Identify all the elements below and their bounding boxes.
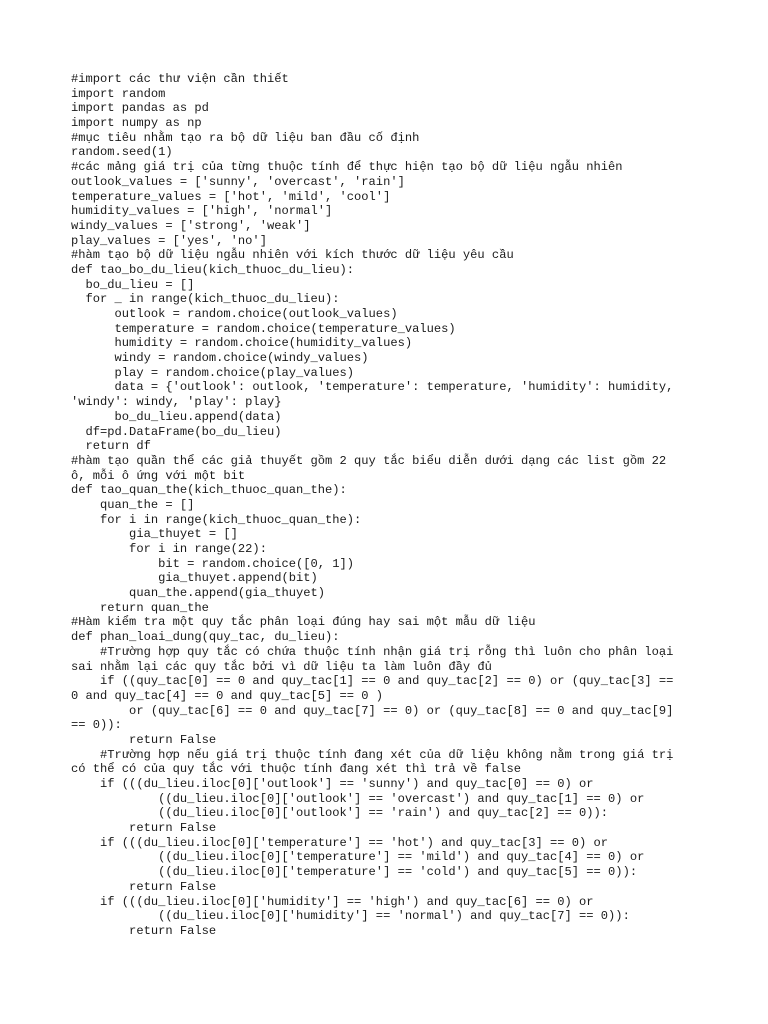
code-line: import pandas as pd: [71, 101, 209, 116]
code-line: return df: [71, 439, 151, 454]
code-line: == 0)):: [71, 718, 122, 733]
code-line: ((du_lieu.iloc[0]['temperature'] == 'cold') and quy_tac[5] == 0)):: [71, 865, 638, 880]
code-line: if (((du_lieu.iloc[0]['outlook'] == 'sunny') and quy_tac[0] == 0) or: [71, 777, 594, 791]
code-line: windy_values = ['strong', 'weak']: [71, 218, 311, 233]
code-line: play_values = ['yes', 'no']: [71, 233, 267, 248]
code-line: outlook_values = ['sunny', 'overcast', 'rain']: [71, 174, 405, 189]
code-line: bo_du_lieu = []: [71, 277, 195, 292]
code-line: #các mảng giá trị của từng thuộc tính để thực hiện tạo bộ dữ liệu ngẫu nhiên: [71, 160, 623, 175]
code-line: for _ in range(kich_thuoc_du_lieu):: [71, 292, 340, 307]
code-line: if ((quy_tac[0] == 0 and quy_tac[1] == 0 and quy_tac[2] == 0) or (quy_tac[3] ==: [71, 674, 674, 689]
code-line: #Trường hợp nếu giá trị thuộc tính đang xét của dữ liệu không nằm trong giá trị: [71, 747, 674, 762]
code-line: def tao_quan_the(kich_thuoc_quan_the):: [71, 483, 347, 498]
code-line: quan_the = []: [71, 497, 195, 512]
code-line: if (((du_lieu.iloc[0]['humidity'] == 'high') and quy_tac[6] == 0) or: [71, 894, 594, 909]
code-line: ((du_lieu.iloc[0]['temperature'] == 'mild') and quy_tac[4] == 0) or: [71, 850, 645, 865]
code-line: #hàm tạo quần thể các giả thuyết gồm 2 quy tắc biểu diễn dưới dạng các list gồm 22: [71, 453, 667, 468]
code-line: if (((du_lieu.iloc[0]['temperature'] == 'hot') and quy_tac[3] == 0) or: [71, 835, 609, 850]
code-line: def phan_loai_dung(quy_tac, du_lieu):: [71, 630, 340, 645]
code-line: df=pd.DataFrame(bo_du_lieu): [71, 424, 282, 439]
code-line: random.seed(1): [71, 145, 173, 160]
code-block: [71, 72, 703, 939]
code-line: or (quy_tac[6] == 0 and quy_tac[7] == 0) or (quy_tac[8] == 0 and quy_tac[9]: [71, 703, 674, 718]
code-line: import numpy as np: [71, 116, 202, 131]
code-line: return False: [71, 821, 217, 836]
code-line: ô, mỗi ô ứng với một bit: [71, 468, 246, 483]
code-line: sai nhằm lại các quy tắc bởi vì dữ liệu ta làm luôn đầy đủ: [71, 659, 492, 674]
code-line: #mục tiêu nhằm tạo ra bộ dữ liệu ban đầu cố định: [71, 130, 420, 145]
code-line: #hàm tạo bộ dữ liệu ngẫu nhiên với kích thước dữ liệu yêu cầu: [71, 248, 514, 263]
code-line: data = {'outlook': outlook, 'temperature': temperature, 'humidity': humidity,: [71, 380, 674, 395]
code-line: windy = random.choice(windy_values): [71, 351, 369, 366]
code-line: gia_thuyet.append(bit): [71, 571, 318, 586]
code-line: ((du_lieu.iloc[0]['outlook'] == 'rain') and quy_tac[2] == 0)):: [71, 806, 609, 821]
code-line: return False: [71, 879, 217, 894]
code-line: có thể có của quy tắc với thuộc tính đang xét thì trả về false: [71, 762, 521, 777]
code-line: return False: [71, 923, 217, 938]
code-line: humidity_values = ['high', 'normal']: [71, 204, 333, 219]
code-line: import random: [71, 86, 166, 101]
code-line: bit = random.choice([0, 1]): [71, 556, 355, 571]
code-line: #import các thư viện cần thiết: [71, 72, 289, 86]
code-line: gia_thuyet = []: [71, 527, 238, 542]
code-line: temperature = random.choice(temperature_values): [71, 321, 456, 336]
code-line: 'windy': windy, 'play': play}: [71, 395, 282, 410]
code-line: #Hàm kiểm tra một quy tắc phân loại đúng hay sai một mẫu dữ liệu: [71, 615, 536, 630]
code-line: ((du_lieu.iloc[0]['humidity'] == 'normal') and quy_tac[7] == 0)):: [71, 909, 630, 924]
code-line: return quan_the: [71, 600, 209, 615]
code-line: humidity = random.choice(humidity_values): [71, 336, 413, 351]
code-line: return False: [71, 732, 217, 747]
code-line: for i in range(kich_thuoc_quan_the):: [71, 512, 362, 527]
code-line: bo_du_lieu.append(data): [71, 409, 282, 424]
code-line: #Trường hợp quy tắc có chứa thuộc tính nhận giá trị rỗng thì luôn cho phân loại: [71, 644, 674, 659]
code-line: for i in range(22):: [71, 542, 267, 556]
code-line: ((du_lieu.iloc[0]['outlook'] == 'overcast') and quy_tac[1] == 0) or: [71, 791, 645, 806]
code-line: quan_the.append(gia_thuyet): [71, 586, 326, 601]
code-line: outlook = random.choice(outlook_values): [71, 307, 398, 321]
code-line: 0 and quy_tac[4] == 0 and quy_tac[5] == 0 ): [71, 688, 384, 703]
code-line: temperature_values = ['hot', 'mild', 'cool']: [71, 189, 391, 204]
code-line: play = random.choice(play_values): [71, 365, 355, 380]
code-line: def tao_bo_du_lieu(kich_thuoc_du_lieu):: [71, 262, 355, 277]
